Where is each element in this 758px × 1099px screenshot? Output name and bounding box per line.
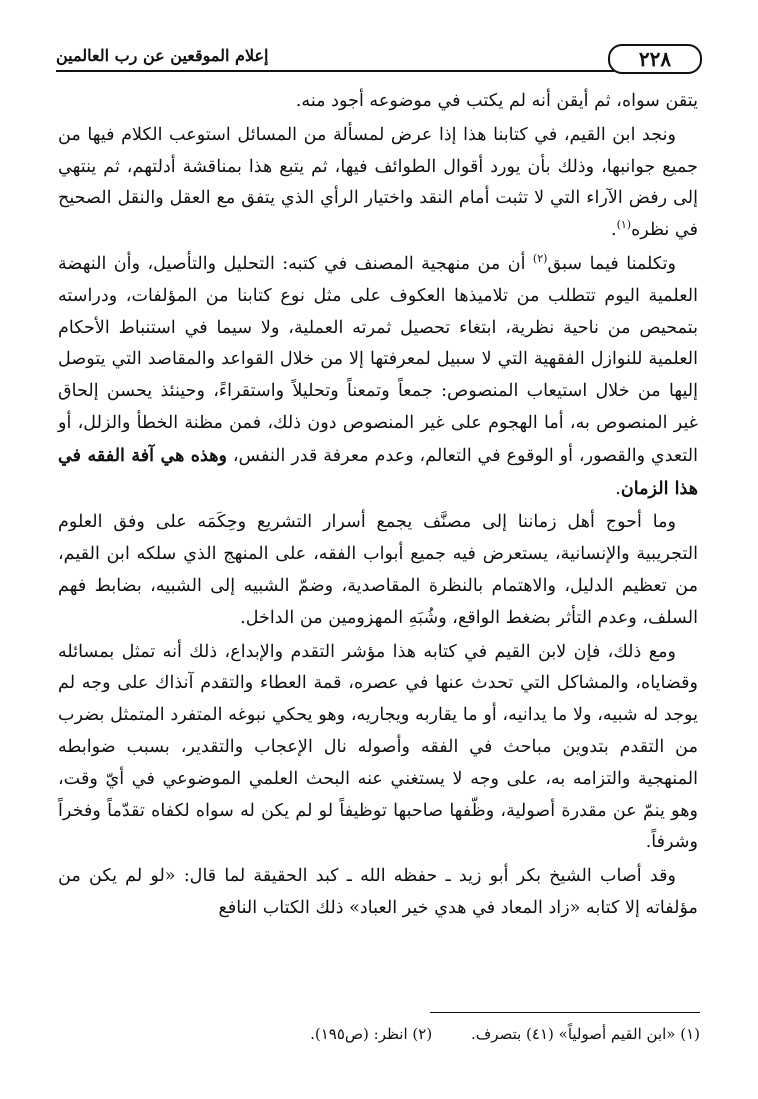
footnote-rule	[430, 1012, 700, 1013]
paragraph	[58, 861, 698, 925]
paragraph	[58, 120, 698, 247]
running-title: إعلام الموقعين عن رب العالمين	[56, 46, 269, 65]
paragraph-text: ومع ذلك، فإن لابن القيم في كتابه هذا مؤشر التقدم والإبداع، ذلك أنه تمثل بمسائله وقضاياه، والمشاكل التي تحدث عنها في عصره، قمة العطاء والتقدم آنذاك على وجه لم يوجد له شبيه، ولا ما يدانيه، أو ما يقاربه ويجاريه، وهو يحكي نبوغه المتفرد المتمثل بضرب من التقدم بتدوين مباحث في الفقه وأصوله نال الإعجاب والتقدير، بسبب ضوابطه المنهجية والتزامه به، على وجه لا يستغني عنه البحث العلمي الموضوعي في أيّ وقت، وهو ينمّ عن مقدرة أصولية، وظّفها صاحبها توظيفاً لو لم يكن له سواه لكفاه تقدّماً وفخراً وشرفاً.	[58, 641, 698, 853]
paragraph	[58, 637, 698, 860]
footnotes	[60, 1022, 700, 1046]
page-number: ٢٢٨	[608, 44, 702, 74]
header-rule	[56, 70, 614, 72]
paragraph-text: أن من منهجية المصنف في كتبه: التحليل والتأصيل، وأن النهضة العلمية اليوم تتطلب من تلاميذها العكوف على مثل نوع كتابنا من المؤلفات، ودراسته بتمحيص من ناحية نظرية، ابتغاء تحصيل ثمرته العملية، ولا سيما في استنباط الأحكام العلمية للنوازل الفقهية التي لا سبيل لمعرفتها إلا من خلال القواعد والمقاصد التي يتوصل إليها من خلال استيعاب المنصوص: جمعاً وتمعناً وتحليلاً واستقراءً، وحينئذ يحسن إلحاق غير المنصوص به، أما الهجوم على غير المنصوص دون ذلك، فمن مظنة الخطأ والزلل، أو التعدي والقصور، أو الوقوع في التعالم، وعدم معرفة قدر النفس،	[58, 253, 698, 466]
paragraph	[58, 249, 698, 505]
paragraph-text: .	[615, 478, 621, 499]
paragraph-text: وما أحوج أهل زماننا إلى مصنَّف يجمع أسرار التشريع وحِكَمَه على وفق العلوم التجريبية والإنسانية، يستعرض فيه جميع أبواب الفقه، على المنهج الذي سلكه ابن القيم، من تعظيم الدليل، والاهتمام بالنظرة المقاصدية، وضمّ الشبيه إلى الشبيه، بضابط فهم السلف، وعدم التأثر بضغط الواقع، وشُبَهِ المهزومين من الداخل.	[58, 512, 699, 628]
footnote: (١) «ابن القيم أصولياً» (٤١) بتصرف.	[470, 1025, 700, 1043]
footnote-ref[interactable]: (١)	[616, 218, 632, 232]
paragraph-text: وقد أصاب الشيخ بكر أبو زيد ـ حفظه الله ـ كبد الحقيقة لما قال: «لو لم يكن من مؤلفاته إلا كتابه «زاد المعاد في هدي خير العباد» ذلك الكتاب النافع	[58, 866, 698, 918]
footnote-ref[interactable]: (٢)	[532, 252, 548, 266]
paragraph-text: ونجد ابن القيم، في كتابنا هذا إذا عرض لمسألة من المسائل استوعب الكلام فيها من جميع جوانبها، وذلك بأن يورد أقوال الطوائف فيها، ثم يتبع هذا بمناقشة أدلتهم، ثم ينتهي إلى رفض الآراء التي لا تثبت أمام النقد واختيار الرأي الذي يتفق مع العقل والنقل الصحيح في نظره	[58, 124, 698, 241]
paragraph	[58, 507, 698, 634]
paragraph-text: .	[610, 220, 617, 241]
page-header	[56, 40, 702, 74]
paragraph-text: وتكلمنا فيما سبق	[547, 253, 676, 274]
paragraph	[58, 86, 698, 118]
body-text	[58, 86, 698, 925]
paragraph-text: يتقن سواه، ثم أيقن أنه لم يكتب في موضوعه أجود منه.	[295, 91, 698, 111]
bold-emphasis: وهذه هي آفة الفقه في هذا الزمان	[58, 444, 698, 499]
footnote: (٢) انظر: (ص١٩٥).	[310, 1025, 433, 1043]
